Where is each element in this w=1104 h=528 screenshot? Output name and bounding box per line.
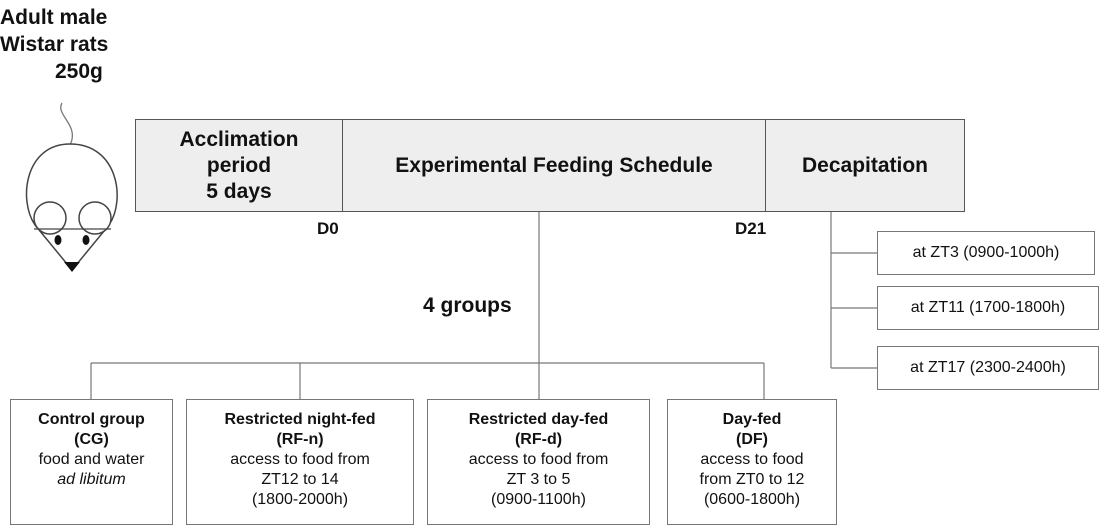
subject-title — [0, 4, 170, 85]
experimental-label: Experimental Feeding Schedule — [395, 153, 713, 177]
group-detail: access to food from — [468, 451, 609, 468]
time-box-zt3 — [877, 231, 1095, 275]
rat-tail-line — [61, 103, 73, 145]
group-abbr: (DF) — [736, 431, 768, 448]
subject-line-3: 250g — [55, 60, 103, 83]
experimental-phase — [342, 120, 765, 211]
time-label: at ZT3 (0900-1000h) — [912, 244, 1060, 261]
rat-left-eye — [55, 235, 62, 245]
group-name: Restricted day-fed — [468, 411, 609, 428]
group-detail: access to food from — [230, 451, 370, 468]
timeline-bar — [135, 119, 965, 212]
group-name: Day-fed — [722, 411, 782, 428]
acclimation-line-3: 5 days — [206, 179, 272, 203]
acclimation-line-2: period — [206, 153, 272, 177]
day-end-label: D21 — [735, 219, 767, 238]
acclimation-phase — [136, 120, 342, 211]
group-name: Restricted night-fed — [224, 411, 376, 428]
group-box-rf-d — [427, 399, 650, 525]
group-detail: (0900-1100h) — [491, 491, 586, 508]
group-abbr: (RF-n) — [276, 431, 324, 448]
acclimation-line-1: Acclimation — [179, 127, 299, 151]
rat-nose — [64, 262, 80, 272]
rat-right-eye — [83, 235, 90, 245]
group-detail: ZT12 to 14 — [261, 471, 339, 488]
group-detail: (0600-1800h) — [703, 491, 801, 508]
day-start-label: D0 — [317, 219, 339, 238]
group-abbr: (RF-d) — [514, 431, 563, 448]
group-detail: (1800-2000h) — [251, 491, 349, 508]
group-abbr: (CG) — [74, 431, 109, 448]
group-box-control — [10, 399, 173, 525]
subject-line-2: Wistar rats — [0, 33, 109, 56]
time-box-zt17 — [877, 346, 1099, 390]
group-name: Control group — [38, 411, 145, 428]
decapitation-phase — [765, 120, 964, 211]
time-label: at ZT11 (1700-1800h) — [910, 299, 1066, 316]
time-label: at ZT17 (2300-2400h) — [910, 359, 1066, 376]
group-box-df — [667, 399, 837, 525]
group-detail-italic: ad libitum — [57, 471, 126, 488]
group-detail: from ZT0 to 12 — [699, 471, 805, 488]
decapitation-label: Decapitation — [801, 153, 929, 177]
groups-count-label: 4 groups — [423, 294, 512, 317]
time-box-zt11 — [877, 286, 1099, 330]
group-box-rf-n — [186, 399, 414, 525]
group-detail: ZT 3 to 5 — [506, 471, 571, 488]
group-detail: food and water — [38, 451, 145, 468]
group-detail: access to food — [700, 451, 804, 468]
subject-line-1: Adult male — [0, 6, 108, 29]
